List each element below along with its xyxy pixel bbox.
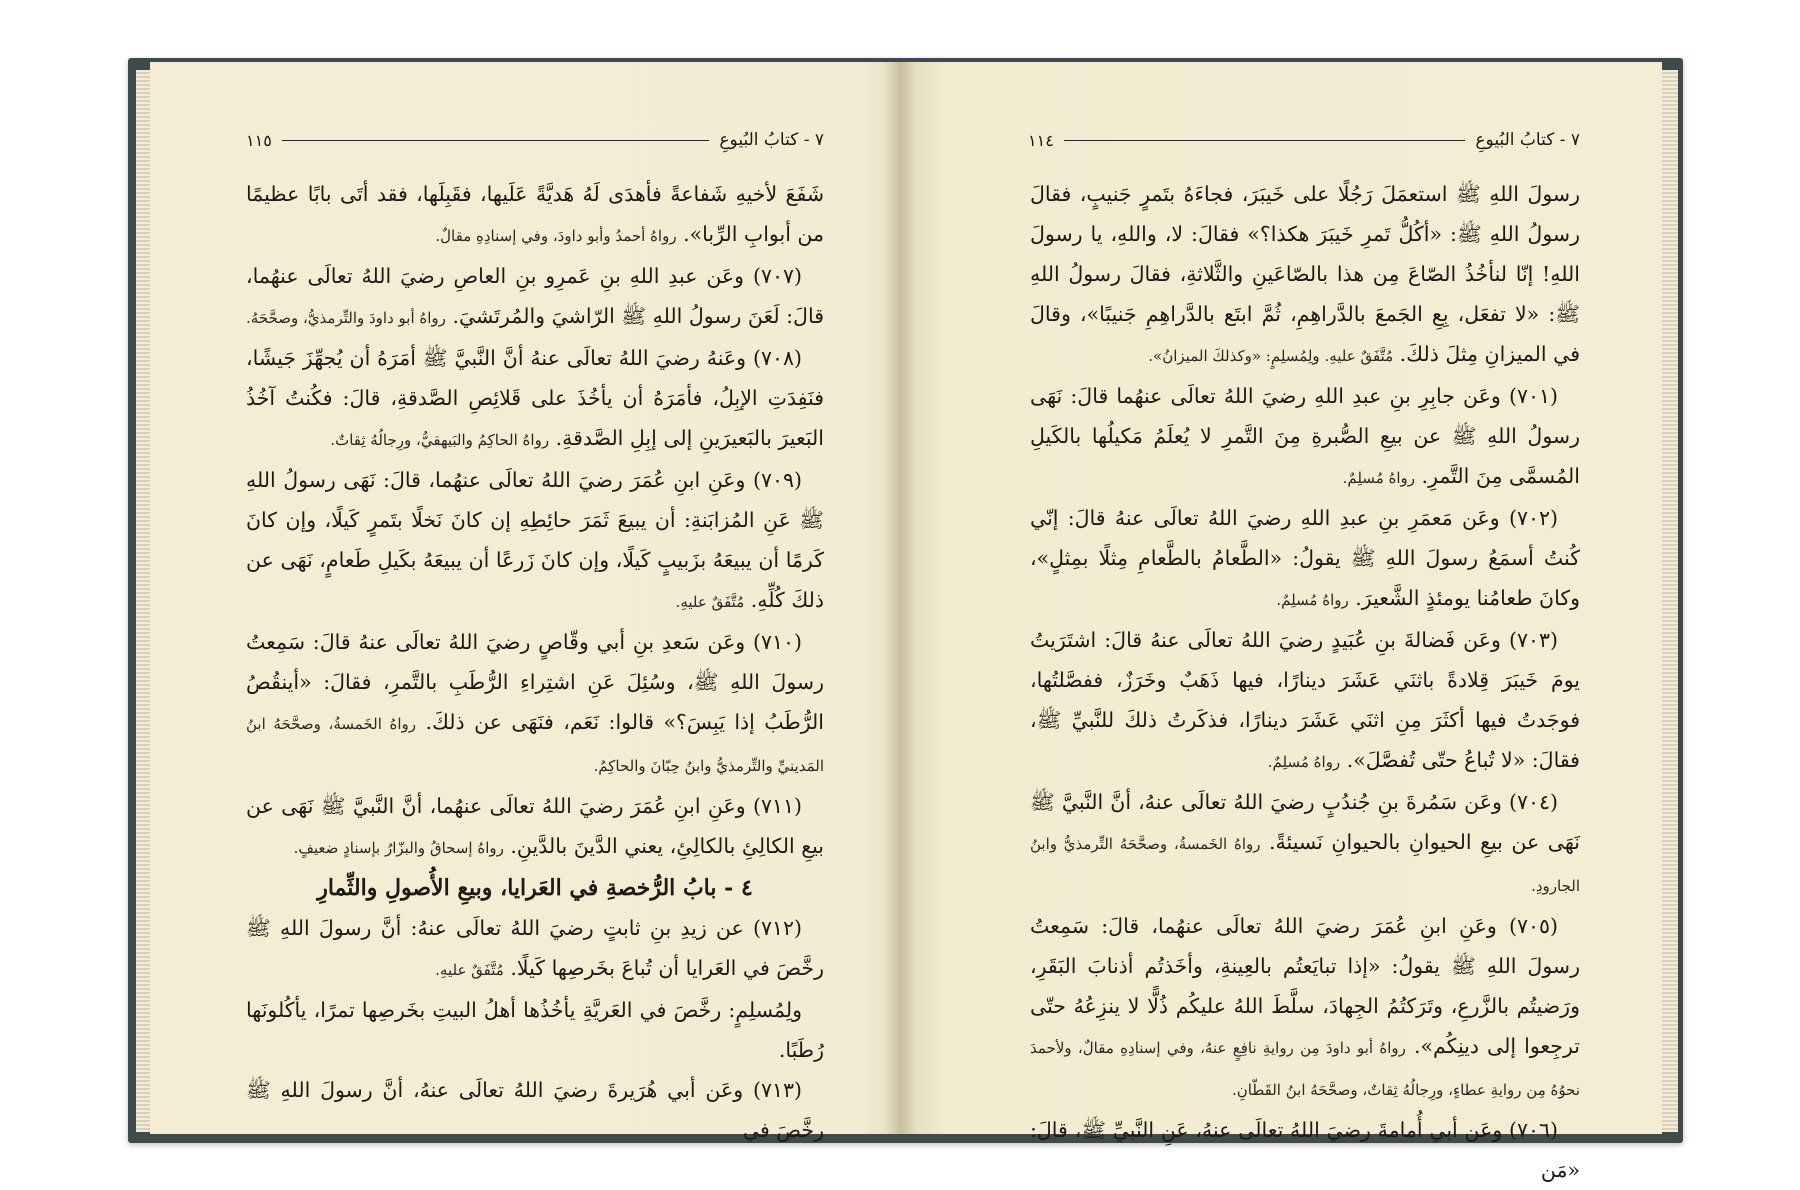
source-note: رواهُ أبو داودَ مِن روايةِ نافِعٍ عنهُ، وفي إسنادِهِ مقالٌ، ولأحمدَ نحوُهُ مِن روايةِ عطاءٍ، ورِجالُهُ ثِقاتٌ، وصحَّحَهُ ابنُ القَطّانِ. xyxy=(1030,1039,1580,1099)
spine-gutter xyxy=(884,62,916,1134)
paragraph: شَفَعَ لأخيهِ شَفاعةً فأهدَى لَهُ هَديَّةً عَلَيها، فقَبِلَها، فقد أتَى بابًا عظيمًا من أبوابِ الرِّبا». رواهُ أحمدُ وأبو داودَ، وفي إسنادِهِ مقالٌ. xyxy=(246,182,824,246)
source-note: رواهُ الحاكِمُ والبَيهقيُّ، ورِجالُهُ ثِقاتٌ. xyxy=(330,431,550,449)
paragraph: (٧٠١) وعَن جابِرِ بنِ عبدِ اللهِ رضيَ اللهُ تعالَى عنهُما قالَ: نَهَى رسولُ اللهِ ﷺ عن بيعِ الصُّبرةِ مِنَ التَّمرِ لا يُعلَمُ مَكيلُها بالكَيلِ المُسمَّى مِنَ التَّمرِ. رواهُ مُسلِمٌ. xyxy=(1030,384,1580,488)
chapter-title: ٧ - كتابُ البُيوعِ xyxy=(719,130,824,150)
source-note: رواهُ مُسلِمٌ. xyxy=(1276,591,1349,609)
source-note: رواهُ الخَمسةُ، وصحَّحَهُ ابنُ المَدينيِّ والتِّرمذيُّ وابنُ حِبّانَ والحاكِمُ. xyxy=(246,715,824,775)
paragraph: (٧٠٢) وعَن مَعمَرِ بنِ عبدِ اللهِ رضيَ اللهُ تعالَى عنهُ قالَ: إنّي كُنتُ أسمَعُ رسولَ اللهِ ﷺ يقولُ: «الطَّعامُ بالطَّعامِ مِثلًا بمِثلٍ»، وكانَ طعامُنا يومئذٍ الشَّعيرَ. رواهُ مُسلِمٌ. xyxy=(1030,506,1580,610)
paragraph: (٧٠٤) وعَن سَمُرةَ بنِ جُندُبٍ رضيَ اللهُ تعالَى عنهُ، أنَّ النَّبيَّ ﷺ نَهَى عن بيعِ الحيوانِ بالحيوانِ نَسيئةً. رواهُ الخَمسةُ، وصحَّحَهُ التِّرمذيُّ وابنُ الجارودِ. xyxy=(1030,790,1580,895)
header-rule xyxy=(1064,140,1466,141)
running-head xyxy=(246,124,824,156)
paragraph: (٧١٣) وعَن أبي هُرَيرةَ رضيَ اللهُ تعالَى عنهُ، أنَّ رسولَ اللهِ ﷺ رخَّصَ في xyxy=(246,1078,824,1142)
source-note: رواهُ إسحاقُ والبزّارُ بإسنادٍ ضعيفٍ. xyxy=(293,839,504,857)
paragraph: (٧١٠) وعَن سَعدِ بنِ أبي وقّاصٍ رضيَ اللهُ تعالَى عنهُ قالَ: سَمِعتُ رسولَ اللهِ ﷺ، وسُئِلَ عَنِ اشتِراءِ الرُّطَبِ بالتَّمرِ، فقالَ: «أينقُصُ الرُّطَبُ إذا يَبِسَ؟» قالوا: نَعَم، فنَهَى عن ذلكَ. رواهُ الخَمسةُ، وصحَّحَهُ ابنُ المَدينيِّ والتِّرمذيُّ وابنُ حِبّانَ والحاكِمُ. xyxy=(246,630,824,775)
chapter-title: ٧ - كتابُ البُيوعِ xyxy=(1475,130,1580,150)
paragraph: (٧٠٣) وعَن فَضالةَ بنِ عُبَيدٍ رضيَ اللهُ تعالَى عنهُ قالَ: اشتَرَيتُ يومَ خَيبَرَ قِلادةً باثنَي عَشَرَ دينارًا، فيها ذَهَبٌ وخَرَزٌ، ففصَّلتُها، فوجَدتُ فيها أكثَرَ مِنِ اثنَي عَشَرَ دينارًا، فذكَرتُ ذلكَ للنَّبيِّ ﷺ، فقالَ: «لا تُباعُ حتّى تُفصَّلَ». رواهُ مُسلِمٌ. xyxy=(1030,628,1580,772)
source-note: رواهُ مُسلِمٌ. xyxy=(1267,753,1341,771)
source-note: رواهُ أبو داودَ والتِّرمذيُّ، وصحَّحَهُ. xyxy=(246,309,446,327)
source-note: رواهُ مُسلِمٌ. xyxy=(1342,469,1416,487)
source-note: مُتَّفَقٌ عليهِ. xyxy=(675,593,745,611)
source-note: رواهُ الخَمسةُ، وصحَّحَهُ التِّرمذيُّ وابنُ الجارودِ. xyxy=(1030,835,1580,895)
section-heading: ٤ - بابُ الرُّخصةِ في العَرايا، وبيعِ الأُصولِ والثِّمارِ xyxy=(317,875,753,901)
paragraph: (٧٠٨) وعَنهُ رضيَ اللهُ تعالَى عنهُ أنَّ النَّبيَّ ﷺ أمَرَهُ أن يُجهِّزَ جَيشًا، فنَفِدَتِ الإبِلُ، فأمَرَهُ أن يأخُذَ على قَلائِصِ الصَّدقةِ، قالَ: فكُنتُ آخُذُ البَعيرَ بالبَعيرَينِ إلى إبِلِ الصَّدقةِ. رواهُ الحاكِمُ والبَيهقيُّ، ورِجالُهُ ثِقاتٌ. xyxy=(246,346,824,450)
page-body xyxy=(1030,174,1580,1190)
right-page xyxy=(900,62,1662,1182)
paragraph: (٧٠٧) وعَن عبدِ اللهِ بنِ عَمرِو بنِ العاصِ رضيَ اللهُ تعالَى عنهُما، قالَ: لَعَنَ رسولُ اللهِ ﷺ الرّاشيَ والمُرتَشيَ. رواهُ أبو داودَ والتِّرمذيُّ، وصحَّحَهُ. xyxy=(246,264,824,328)
paragraph: (٧٠٥) وعَنِ ابنِ عُمَرَ رضيَ اللهُ تعالَى عنهُما، قالَ: سَمِعتُ رسولَ اللهِ ﷺ يقولُ: «إذا تبايَعتُم بالعِينةِ، وأخَذتُم أذنابَ البَقَرِ، ورَضيتُم بالزَّرعِ، وتَرَكتُمُ الجِهادَ، سلَّطَ اللهُ عليكُم ذُلًّا لا ينزِعُهُ حتّى ترجِعوا إلى دينِكُم». رواهُ أبو داودَ مِن روايةِ نافِعٍ عنهُ، وفي إسنادِهِ مقالٌ، ولأحمدَ نحوُهُ مِن روايةِ عطاءٍ، ورِجالُهُ ثِقاتٌ، وصحَّحَهُ ابنُ القَطّانِ. xyxy=(1030,914,1580,1099)
paragraph: رسولَ اللهِ ﷺ استعمَلَ رَجُلًا على خَيبَرَ، فجاءَهُ بتَمرٍ جَنيبٍ، فقالَ رسولُ اللهِ ﷺ: «أكُلُّ تَمرِ خَيبَرَ هكذا؟» فقالَ: لا، واللهِ، يا رسولَ اللهِ! إنّا لنأخُذُ الصّاعَ مِن هذا بالصّاعَينِ والثَّلاثةِ، فقالَ رسولُ اللهِ ﷺ: «لا تفعَل، بِعِ الجَمعَ بالدَّراهِمِ، ثُمَّ ابتَع بالدَّراهِمِ جَنيبًا»، وقالَ في الميزانِ مِثلَ ذلكَ. مُتَّفَقٌ عليهِ. ولِمُسلِمٍ: «وكذلكَ الميزانُ». xyxy=(1030,182,1580,366)
page-number: ١١٤ xyxy=(1028,130,1054,150)
header-rule xyxy=(282,140,710,141)
running-head xyxy=(1028,124,1580,156)
left-page xyxy=(150,62,900,1142)
paragraph: (٧٠٦) وعَن أبي أُمامةَ رضيَ اللهُ تعالَى عنهُ، عَنِ النَّبيِّ ﷺ، قالَ: «مَن xyxy=(1030,1118,1580,1182)
page-number: ١١٥ xyxy=(246,130,272,150)
paragraph: (٧٠٩) وعَنِ ابنِ عُمَرَ رضيَ اللهُ تعالَى عنهُما، قالَ: نَهَى رسولُ اللهِ ﷺ عَنِ المُزابَنةِ: أن يبيعَ ثَمَرَ حائِطِهِ إن كانَ نَخلًا بتَمرٍ كَيلًا، وإن كانَ كَرمًا أن يبيعَهُ بزَبيبٍ كَيلًا، وإن كانَ زَرعًا أن يبيعَهُ بكَيلِ طَعامٍ، نَهَى عن ذلكَ كُلِّهِ. مُتَّفَقٌ عليهِ. xyxy=(246,468,824,612)
paragraph: ولِمُسلِمٍ: رخَّصَ في العَريَّةِ يأخُذُها أهلُ البيتِ بخَرصِها تمرًا، يأكُلونَها رُطَبًا. xyxy=(246,998,824,1062)
source-note: مُتَّفَقٌ عليهِ. ولِمُسلِمٍ: «وكذلكَ الميزانُ». xyxy=(1148,347,1394,365)
paragraph: (٧١٢) عن زيدِ بنِ ثابتٍ رضيَ اللهُ تعالَى عنهُ: أنَّ رسولَ اللهِ ﷺ رخَّصَ في العَرايا أن تُباعَ بخَرصِها كَيلًا. مُتَّفَقٌ عليهِ. xyxy=(246,916,824,980)
source-note: رواهُ أحمدُ وأبو داودَ، وفي إسنادِهِ مقالٌ. xyxy=(435,227,677,245)
source-note: مُتَّفَقٌ عليهِ. xyxy=(435,961,504,979)
page-edge-right xyxy=(1660,70,1678,1132)
page-body xyxy=(246,174,824,1150)
paragraph: (٧١١) وعَنِ ابنِ عُمَرَ رضيَ اللهُ تعالَى عنهُما، أنَّ النَّبيَّ ﷺ نَهَى عن بيعِ الكالِئِ بالكالِئِ، يعني الدَّينَ بالدَّينِ. رواهُ إسحاقُ والبزّارُ بإسنادٍ ضعيفٍ. xyxy=(246,794,824,858)
